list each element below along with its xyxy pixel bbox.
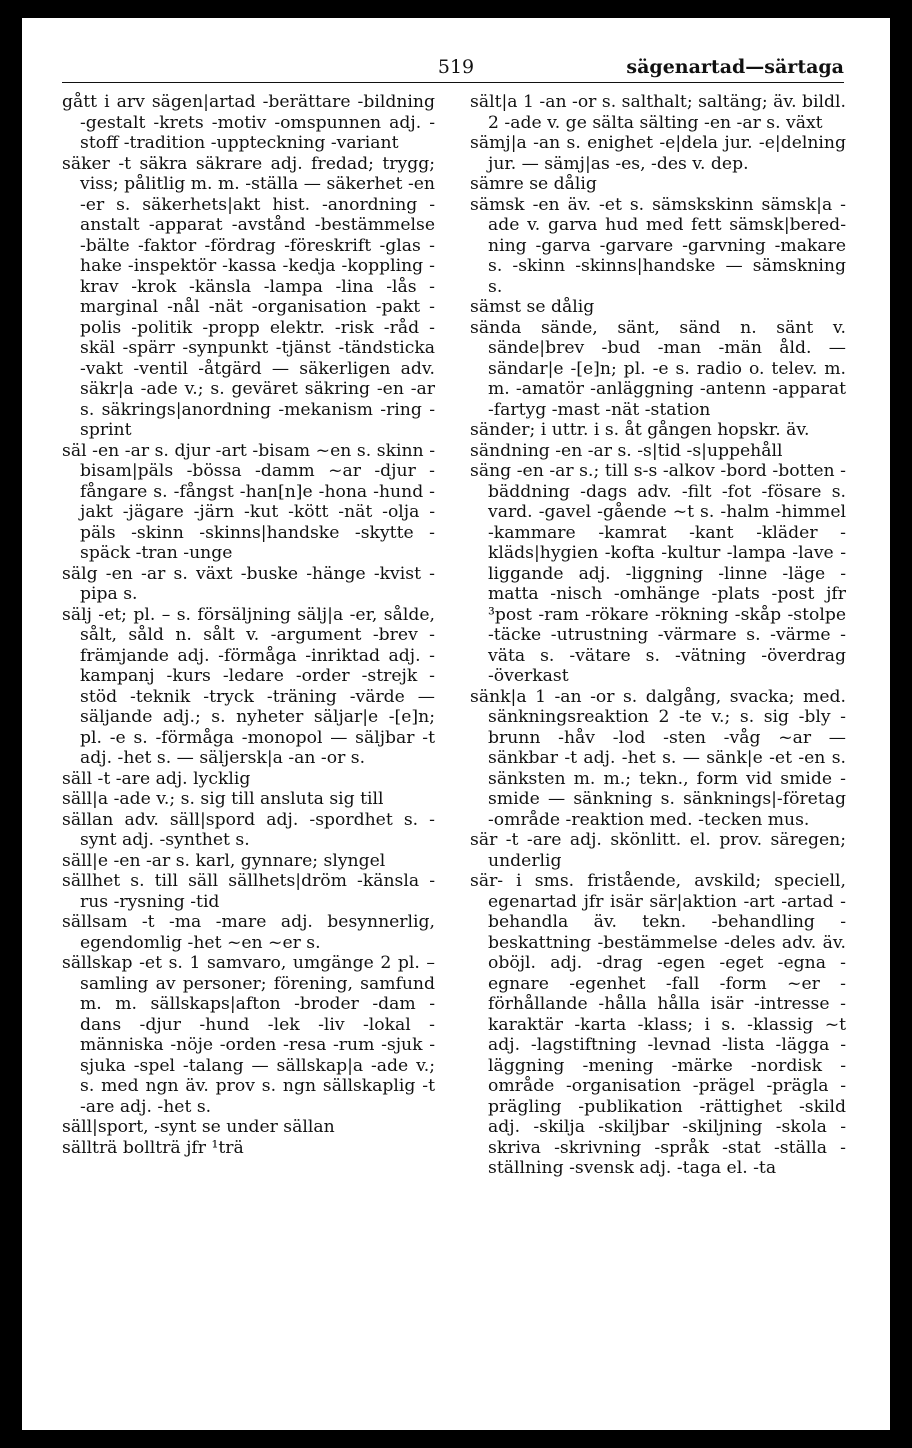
dictionary-entry: säll|a -ade v.; s. sig till ansluta sig till (62, 789, 384, 809)
dictionary-entry: säl -en -ar s. djur -art -bisam ~en s. skinn -bisam|päls -bössa -damm ~ar -djur -fångare s. -fångst -han[n]e -hona -hund -jakt -jägare -järn -kut -kött -nät -olja -päls -skinn -skinns|handske -skytte -späck -tran -unge (62, 440, 435, 563)
left-column (62, 92, 435, 1158)
dictionary-entry: sällan adv. säll|spord adj. -spordhet s. -synt adj. -synthet s. (62, 809, 435, 850)
dictionary-entry: sällskap -et s. 1 samvaro, umgänge 2 pl. – samling av personer; förening, samfund m. m. sällskaps|afton -broder -dam -dans -djur -hund -lek -liv -lokal -människa -nöje -orden -resa -rum -sjuk -sjuka -spel -talang — sällskap|a -ade v.; s. med ngn äv. prov s. ngn sällskaplig -t -are adj. -het s. (62, 953, 435, 1117)
dictionary-entry: sälj -et; pl. – s. försäljning sälj|a -er, sålde, sålt, såld n. sålt v. -argument -brev -främjande adj. -förmåga -inriktad adj. -kampanj -kurs -ledare -order -strejk -stöd -teknik -tryck -träning -värde — säljande adj.; s. nyheter säljar|e -[e]n; pl. -e s. -förmåga -monopol — säljbar -t adj. -het s. — säljersk|a -an -or s. (62, 604, 435, 768)
dictionary-entry: sär- i sms. fristående, avskild; speciell, egenartad jfr isär sär|aktion -art -artad -behandla äv. tekn. -behandling -beskattning -bestämmelse -deles adv. äv. oböjl. adj. -drag -egen -eget -egna -egnare -egenhet -fall -form ~er -förhållande -hålla hålla isär -intresse -karaktär -karta -klass; i s. -klassig ~t adj. -lagstiftning -levnad -lista -lägga -läggning -mening -märke -nordisk -område -organisation -prägel -prägla -prägling -publikation -rättighet -skild adj. -skilja -skiljbar -skiljning -skola -skriva -skrivning -språk -stat -ställa -ställning -svensk adj. -taga el. -ta (470, 871, 846, 1178)
right-column (470, 92, 846, 1179)
dictionary-page (22, 18, 890, 1430)
dictionary-entry: säker -t säkra säkrare adj. fredad; trygg; viss; pålitlig m. m. -ställa — säkerhet -en -er s. säkerhets|akt hist. -anordning -anstalt -apparat -avstånd -bestämmelse -bälte -faktor -fördrag -föreskrift -glas -hake -inspektör -kassa -kedja -koppling -krav -krok -känsla -lampa -lina -lås -marginal -nål -nät -organisation -pakt -polis -politik -propp elektr. -risk -råd -skäl -spärr -synpunkt -tjänst -tändsticka -vakt -ventil -åtgärd — säkerligen adv. säkr|a -ade v.; s. geväret säkring -en -ar s. säkrings|anordning -mekanism -ring -sprint (62, 153, 435, 440)
dictionary-entry: sällhet s. till säll sällhets|dröm -känsla -rus -rysning -tid (62, 871, 435, 912)
dictionary-entry: sämst se dålig (470, 297, 595, 317)
page-header (22, 54, 890, 82)
dictionary-entry: säng -en -ar s.; till s-s -alkov -bord -botten -bäddning -dags adv. -filt -fot -fösare s. vard. -gavel -gående ~t s. -halm -himmel -kammare -kamrat -kant -kläder -kläds|hygien -kofta -kultur -lampa -lave -liggande adj. -liggning -linne -läge -matta -nisch -omhänge -plats -post jfr ³post -ram -rökare -rökning -skåp -stolpe -täcke -utrustning -värmare s. -värme -väta s. -vätare s. -vätning -överdrag -överkast (470, 461, 846, 686)
dictionary-entry: sält|a 1 -an -or s. salthalt; saltäng; äv. bildl. 2 -ade v. ge sälta sälting -en -ar s. växt (470, 92, 846, 133)
dictionary-entry: säll|e -en -ar s. karl, gynnare; slyngel (62, 850, 386, 871)
page-number: 519 (437, 56, 475, 78)
dictionary-entry: sänder; i uttr. i s. åt gången hopskr. äv. (470, 420, 810, 440)
dictionary-entry: sällträ bollträ jfr ¹trä (62, 1137, 244, 1158)
dictionary-entry: sämsk -en äv. -et s. sämskskinn sämsk|a -ade v. garva hud med fett sämsk|beredning -garva -garvare -garvning -makare s. -skinn -skinns|handske — sämskning s. (470, 194, 846, 297)
dictionary-entry: säll|sport, -synt se under sällan (62, 1117, 335, 1137)
dictionary-entry: sämj|a -an s. enighet -e|dela jur. -e|delning jur. — sämj|as -es, -des v. dep. (470, 133, 846, 174)
dictionary-entry: säll -t -are adj. lycklig (62, 768, 251, 789)
dictionary-entry: sänk|a 1 -an -or s. dalgång, svacka; med. sänkningsreaktion 2 -te v.; s. sig -bly -brunn -håv -lod -sten -våg ~ar — sänkbar -t adj. -het s. — sänk|e -et -en s. sänksten m. m.; tekn., form vid smide -smide — sänkning s. sänknings|-företag -område -reaktion med. -tecken mus. (470, 686, 846, 830)
dictionary-entry: gått i arv sägen|artad -berättare -bildning -gestalt -krets -motiv -omspunnen adj. -stoff -tradition -uppteckning -variant (62, 92, 435, 153)
dictionary-entry: sälg -en -ar s. växt -buske -hänge -kvist -pipa s. (62, 563, 435, 604)
header-rule (62, 82, 844, 83)
dictionary-entry: sär -t -are adj. skönlitt. el. prov. säregen; underlig (470, 830, 846, 871)
dictionary-entry: sända sände, sänt, sänd n. sänt v. sände|brev -bud -man -män åld. — sändar|e -[e]n; pl. -e s. radio o. telev. m. m. -amatör -anläggning -antenn -apparat -fartyg -mast -nät -station (470, 317, 846, 420)
dictionary-entry: sändning -en -ar s. -s|tid -s|uppehåll (470, 440, 783, 461)
running-head: sägenartad—särtaga (626, 56, 844, 78)
dictionary-entry: sällsam -t -ma -mare adj. besynnerlig, egendomlig -het ~en ~er s. (62, 912, 435, 953)
dictionary-entry: sämre se dålig (470, 174, 597, 194)
